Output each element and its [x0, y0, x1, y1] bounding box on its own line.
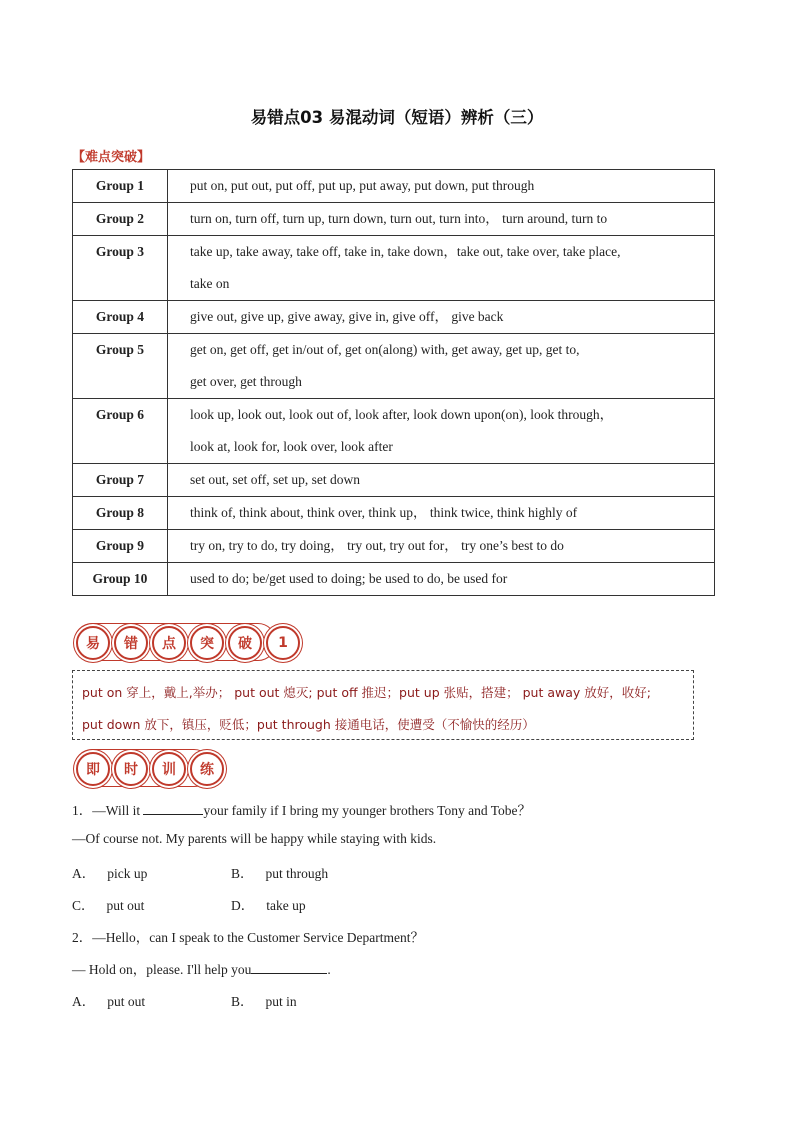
option-b[interactable] — [231, 862, 328, 882]
badge-char: 练 — [190, 752, 224, 786]
group-name: Group 5 — [73, 334, 168, 399]
table-row — [73, 203, 715, 236]
phrase-line: used to do; be/get used to doing; be used to do, be used for — [190, 571, 508, 586]
page-title: 易错点03 易混动词（短语）辨析（三） — [250, 108, 544, 127]
group-phrases — [168, 399, 715, 464]
phrase-line: turn on, turn off, turn up, turn down, turn out, turn into， turn around, turn to — [190, 211, 608, 226]
table-row — [73, 563, 715, 596]
phrase-line: put on, put out, put off, put up, put away, put down, put through — [190, 178, 535, 193]
option-label: A． — [72, 866, 96, 881]
group-name: Group 6 — [73, 399, 168, 464]
table-row — [73, 236, 715, 301]
badge-char: 1 — [266, 626, 300, 660]
phrase-line: look at, look for, look over, look after — [190, 439, 393, 454]
option-text: put out — [106, 898, 145, 913]
phrase-line: take on — [190, 276, 230, 291]
group-phrases — [168, 563, 715, 596]
group-name: Group 10 — [73, 563, 168, 596]
table-row — [73, 334, 715, 399]
note-line: put down 放下，镇压，贬低；put through 接通电话，使遭受（不愉快的经历） — [82, 717, 535, 732]
option-text: put in — [265, 994, 297, 1009]
option-label: B． — [231, 866, 254, 881]
badge-char: 即 — [76, 752, 110, 786]
phrase-line: try on, try to do, try doing， try out, try out for， try one’s best to do — [190, 538, 564, 553]
table-row — [73, 399, 715, 464]
question-number: 1． — [72, 803, 93, 818]
option-a[interactable] — [72, 990, 145, 1010]
option-label: B． — [231, 994, 254, 1009]
option-b[interactable] — [231, 990, 297, 1010]
group-name: Group 2 — [73, 203, 168, 236]
option-c[interactable] — [72, 894, 144, 914]
badge-char: 点 — [152, 626, 186, 660]
phrase-line: set out, set off, set up, set down — [190, 472, 360, 487]
option-text: take up — [266, 898, 306, 913]
option-text: put through — [265, 866, 329, 881]
group-name: Group 4 — [73, 301, 168, 334]
question-text: —Will it — [92, 803, 144, 818]
option-a[interactable] — [72, 862, 147, 882]
option-text: put out — [107, 994, 146, 1009]
badge-char: 时 — [114, 752, 148, 786]
group-phrases — [168, 334, 715, 399]
group-name: Group 1 — [73, 170, 168, 203]
badge-char: 突 — [190, 626, 224, 660]
phrase-line: give out, give up, give away, give in, give off， give back — [190, 309, 504, 324]
badge-jishixunlian — [76, 752, 228, 786]
question-text: — Hold on，please. I'll help you — [72, 962, 252, 977]
question-text: your family if I bring my younger brothers Tony and Tobe？ — [203, 803, 532, 818]
table-row — [73, 170, 715, 203]
note-line: put on 穿上，戴上,举办； put out 熄灭; put off 推迟；put up 张贴，搭建； put away 放好，收好; — [82, 685, 651, 700]
phrase-line: get over, get through — [190, 374, 302, 389]
option-label: A． — [72, 994, 96, 1009]
badge-char: 训 — [152, 752, 186, 786]
answer-blank[interactable] — [143, 802, 203, 815]
section-tag: 【难点突破】 — [72, 150, 151, 165]
table-row — [73, 497, 715, 530]
option-text: pick up — [107, 866, 148, 881]
question-1-line1 — [72, 799, 531, 819]
group-phrases — [168, 530, 715, 563]
note-box — [72, 670, 694, 740]
group-name: Group 9 — [73, 530, 168, 563]
group-phrases — [168, 236, 715, 301]
question-2-line2 — [72, 958, 331, 978]
phrase-line: take up, take away, take off, take in, take down，take out, take over, take place, — [190, 244, 621, 259]
badge-char: 错 — [114, 626, 148, 660]
group-phrases — [168, 301, 715, 334]
option-label: D． — [231, 898, 255, 913]
table-row — [73, 530, 715, 563]
badge-yicuodian — [76, 626, 304, 660]
option-label: C． — [72, 898, 95, 913]
answer-blank[interactable] — [251, 961, 327, 974]
group-phrases — [168, 203, 715, 236]
group-phrases — [168, 497, 715, 530]
group-phrases — [168, 464, 715, 497]
group-name: Group 8 — [73, 497, 168, 530]
phrase-line: think of, think about, think over, think up， think twice, think highly of — [190, 505, 578, 520]
badge-char: 破 — [228, 626, 262, 660]
group-phrases — [168, 170, 715, 203]
phrase-line: get on, get off, get in/out of, get on(along) with, get away, get up, get to, — [190, 342, 580, 357]
phrase-line: look up, look out, look out of, look after, look down upon(on), look through， — [190, 407, 614, 422]
question-2-line1 — [72, 926, 424, 946]
option-d[interactable] — [231, 894, 306, 914]
question-1-line2: —Of course not. My parents will be happy while staying with kids. — [72, 831, 437, 846]
table-row — [73, 464, 715, 497]
group-name: Group 3 — [73, 236, 168, 301]
question-number: 2． — [72, 930, 93, 945]
question-text: . — [327, 962, 331, 977]
question-text: —Hello，can I speak to the Customer Service Department？ — [92, 930, 425, 945]
table-row — [73, 301, 715, 334]
badge-char: 易 — [76, 626, 110, 660]
phrase-groups-table — [72, 169, 715, 596]
group-name: Group 7 — [73, 464, 168, 497]
